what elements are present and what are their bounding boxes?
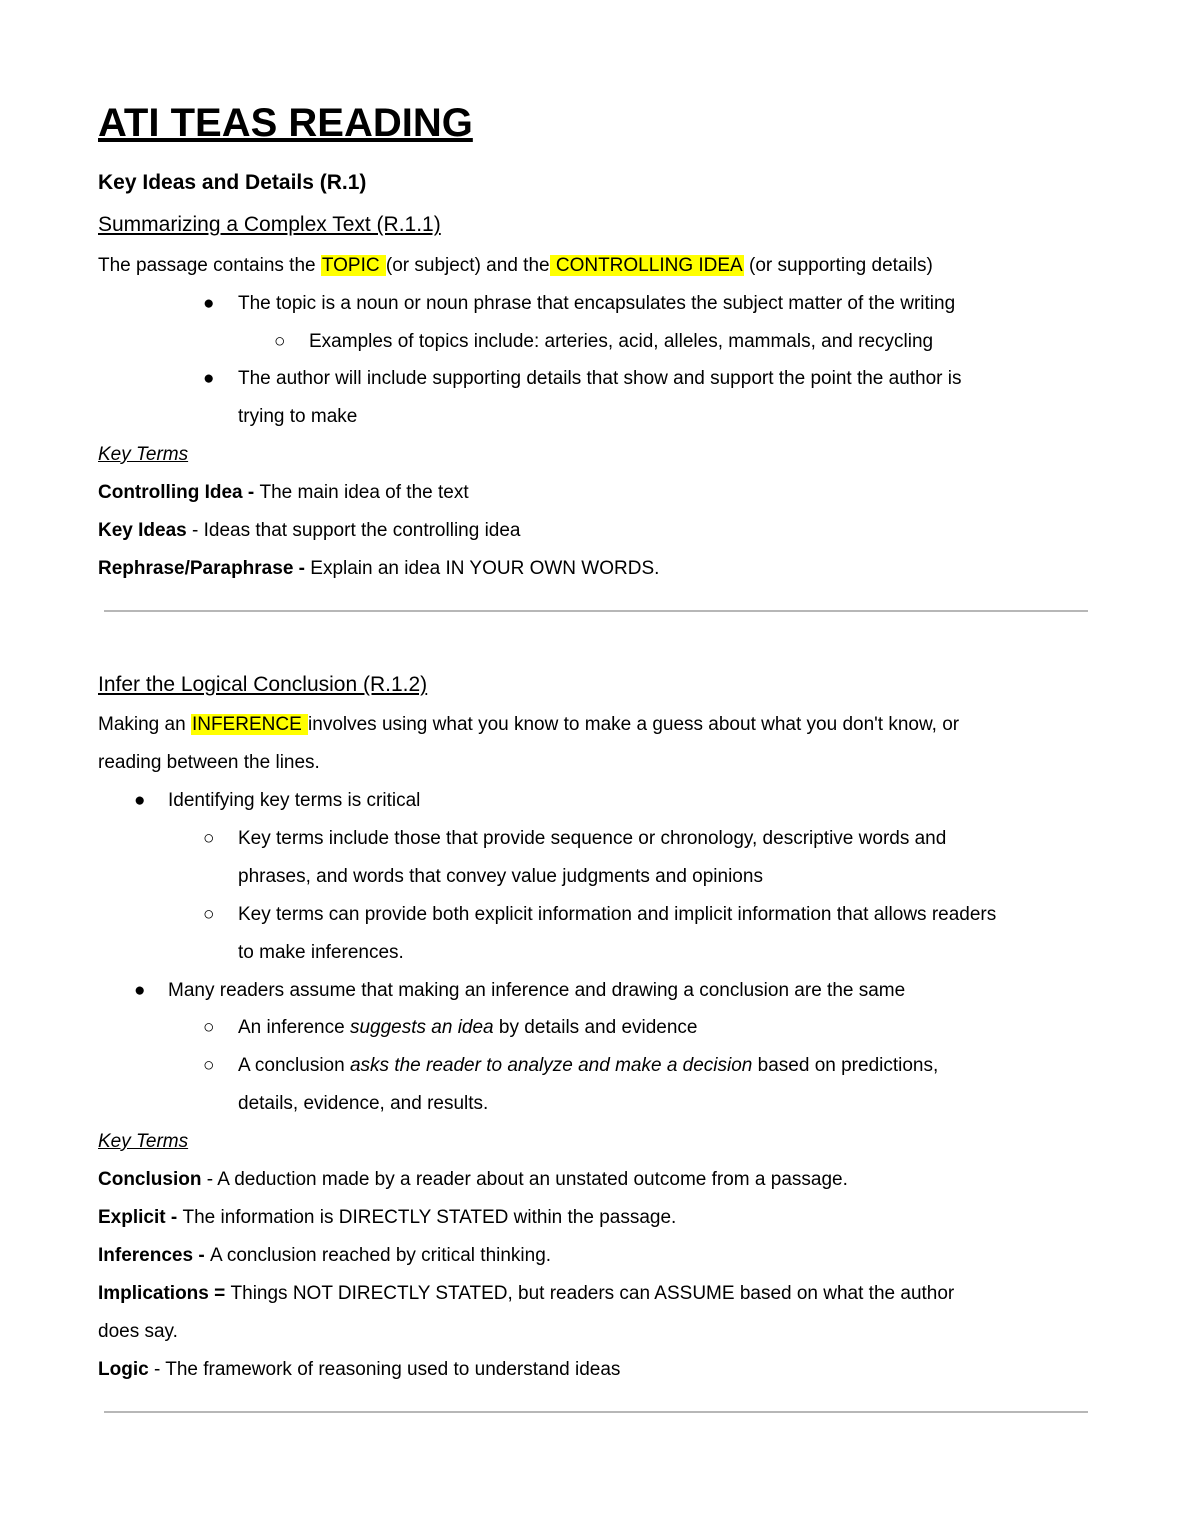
list-item: Identifying key terms is critical — [168, 790, 421, 811]
list-item-continued: to make inferences. — [238, 942, 404, 963]
term-definition: - The framework of reasoning used to understand ideas — [148, 1359, 621, 1380]
emphasis: asks the reader to analyze and make a decision — [349, 1055, 753, 1076]
list-item: Many readers assume that making an inference and drawing a conclusion are the same — [168, 980, 906, 1001]
term-name: Implications = — [98, 1283, 231, 1304]
summarizing-intro — [98, 253, 933, 279]
term-name: Controlling Idea - — [98, 482, 260, 503]
term-definition: The information is DIRECTLY STATED within the passage. — [182, 1207, 677, 1228]
list-item: Examples of topics include: arteries, acid, alleles, mammals, and recycling — [309, 331, 934, 352]
sub-bullet-icon: ○ — [274, 331, 286, 352]
term-name: Rephrase/Paraphrase - — [98, 558, 311, 579]
text: based on predictions, — [752, 1055, 939, 1076]
horizontal-divider — [104, 610, 1088, 612]
key-term — [98, 1281, 954, 1307]
term-definition: The main idea of the text — [259, 482, 469, 503]
list-item-continued: details, evidence, and results. — [238, 1093, 489, 1114]
horizontal-divider — [104, 1411, 1088, 1413]
emphasis: suggests an idea — [349, 1017, 494, 1038]
list-item: Key terms can provide both explicit information and implicit information that allows readers — [238, 904, 997, 925]
key-terms-label: Key Terms — [98, 444, 189, 465]
term-name: Conclusion — [98, 1169, 202, 1190]
bullet-icon: ● — [134, 790, 146, 811]
intro-text: (or subject) and the — [385, 255, 550, 276]
highlight-topic: TOPIC — [321, 255, 385, 276]
key-term-continued: does say. — [98, 1321, 178, 1342]
key-term — [98, 480, 469, 506]
subsection-heading-summarizing: Summarizing a Complex Text (R.1.1) — [98, 213, 441, 236]
list-item: The author will include supporting details that show and support the point the author is — [238, 368, 962, 389]
term-name: Inferences - — [98, 1245, 210, 1266]
text: A conclusion — [238, 1055, 350, 1076]
key-term — [98, 1167, 848, 1193]
text: An inference — [238, 1017, 350, 1038]
sub-bullet-icon: ○ — [203, 1017, 215, 1038]
list-item: The topic is a noun or noun phrase that encapsulates the subject matter of the writing — [238, 293, 956, 314]
sub-bullet-icon: ○ — [203, 904, 215, 925]
list-item — [238, 1053, 938, 1079]
list-item-continued: trying to make — [238, 406, 358, 427]
intro-text: The passage contains the — [98, 255, 321, 276]
term-name: Key Ideas — [98, 520, 187, 541]
text: by details and evidence — [493, 1017, 698, 1038]
intro-text: (or supporting details) — [743, 255, 933, 276]
infer-intro — [98, 712, 959, 738]
term-definition: - A deduction made by a reader about an unstated outcome from a passage. — [201, 1169, 848, 1190]
list-item — [238, 1015, 698, 1041]
section-heading: Key Ideas and Details (R.1) — [98, 171, 367, 194]
infer-intro-continued: reading between the lines. — [98, 752, 320, 773]
key-term — [98, 518, 521, 544]
key-terms-label: Key Terms — [98, 1131, 189, 1152]
sub-bullet-icon: ○ — [203, 828, 215, 849]
bullet-icon: ● — [203, 293, 215, 314]
term-definition: - Ideas that support the controlling idea — [186, 520, 521, 541]
term-definition: Things NOT DIRECTLY STATED, but readers can ASSUME based on what the author — [230, 1283, 955, 1304]
sub-bullet-icon: ○ — [203, 1055, 215, 1076]
key-term — [98, 1205, 676, 1231]
list-item-continued: phrases, and words that convey value judgments and opinions — [238, 866, 763, 887]
list-item: Key terms include those that provide sequence or chronology, descriptive words and — [238, 828, 947, 849]
intro-text: involves using what you know to make a guess about what you don't know, or — [308, 714, 960, 735]
term-definition: Explain an idea IN YOUR OWN WORDS. — [310, 558, 660, 579]
key-term — [98, 556, 659, 582]
bullet-icon: ● — [134, 980, 146, 1001]
key-term — [98, 1357, 620, 1383]
page-title: ATI TEAS READING — [98, 101, 473, 145]
term-name: Logic — [98, 1359, 149, 1380]
highlight-inference: INFERENCE — [191, 714, 308, 735]
term-name: Explicit - — [98, 1207, 183, 1228]
bullet-icon: ● — [203, 368, 215, 389]
highlight-controlling-idea: CONTROLLING IDEA — [550, 255, 743, 276]
key-term — [98, 1243, 551, 1269]
subsection-heading-infer: Infer the Logical Conclusion (R.1.2) — [98, 673, 428, 696]
intro-text: Making an — [98, 714, 191, 735]
term-definition: A conclusion reached by critical thinking. — [209, 1245, 552, 1266]
